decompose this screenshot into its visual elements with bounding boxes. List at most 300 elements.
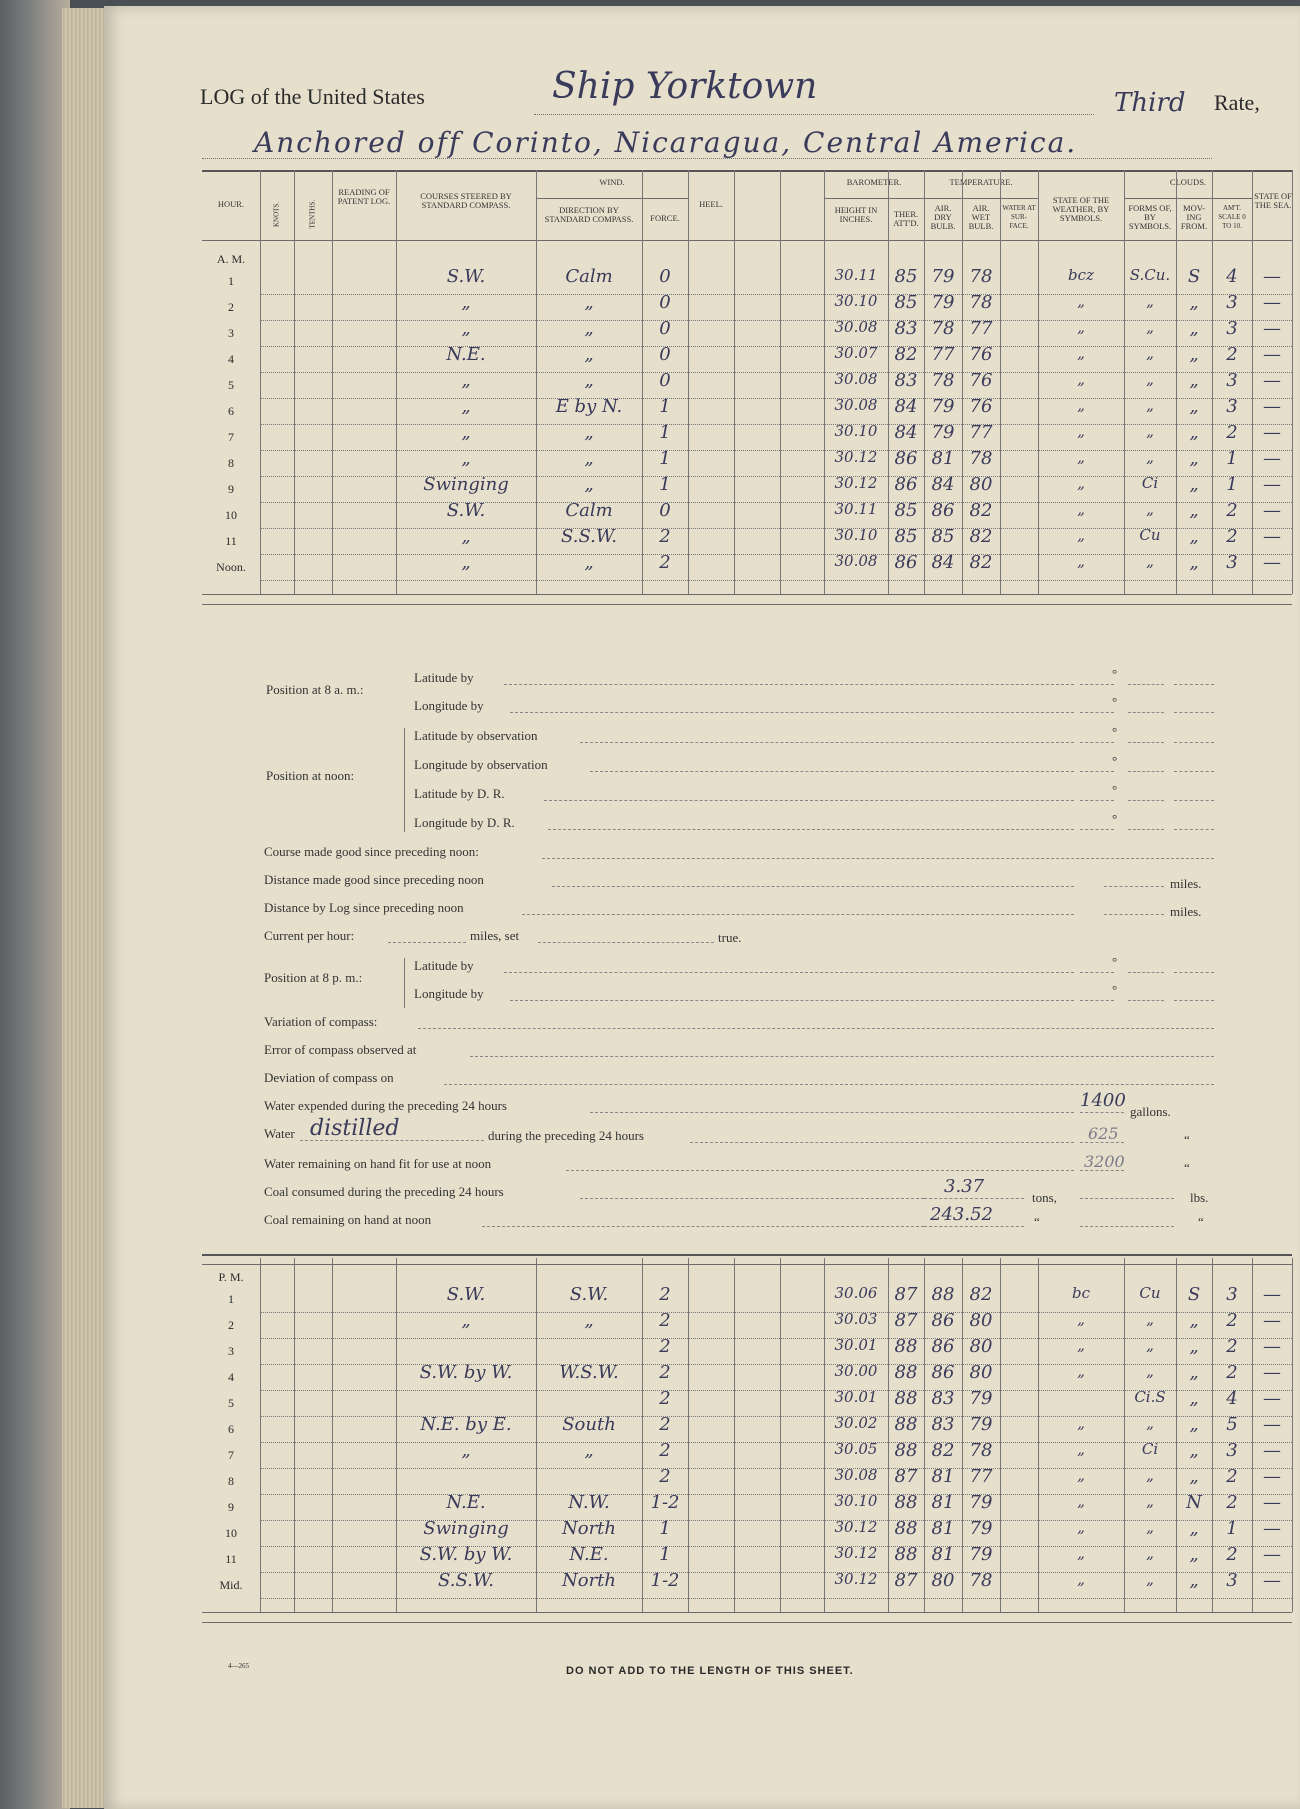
row-course: N.E. [446, 344, 486, 365]
row-sea: — [1263, 1284, 1281, 1305]
row-forms: „ [1146, 1518, 1154, 1536]
leader-line [300, 1140, 484, 1141]
row-moving: „ [1189, 1544, 1199, 1565]
row-amount: 2 [1226, 1336, 1238, 1357]
row-forms: „ [1146, 1492, 1154, 1510]
leader-line [1128, 829, 1164, 830]
row-baro: 30.08 [834, 552, 878, 570]
row-wind: S.W. [569, 1284, 609, 1305]
row-sea: — [1263, 292, 1281, 313]
coal-consumed-value: 3.37 [944, 1176, 985, 1197]
row-force: 2 [659, 526, 671, 547]
row-weather: bcz [1068, 266, 1094, 284]
row-hour: 10 [225, 1526, 237, 1540]
row-hour: 11 [225, 1552, 237, 1566]
row-moving: „ [1189, 370, 1199, 391]
table-bottom-rule [202, 1612, 1292, 1613]
row-weather: „ [1077, 370, 1085, 388]
ditto-1: “ [1184, 1132, 1190, 1147]
row-baro: 30.00 [834, 1362, 878, 1380]
row-hour: 4 [228, 1370, 234, 1384]
position-noon-label: Position at noon: [266, 768, 355, 783]
row-hour: 2 [228, 1318, 234, 1332]
column-rule [734, 170, 735, 594]
row-wet: 79 [969, 1492, 993, 1513]
water-distilled: distilled [310, 1116, 400, 1141]
row-weather: „ [1077, 526, 1085, 544]
row-moving: „ [1189, 500, 1199, 521]
hour-header: HOUR. [217, 199, 245, 209]
weather-header: STATE OF THE WEATHER, BY SYMBOLS. [1052, 195, 1110, 223]
row-moving: „ [1189, 1440, 1199, 1461]
row-moving: „ [1189, 1362, 1199, 1383]
row-dry: 86 [931, 500, 955, 521]
row-ther: 87 [894, 1284, 918, 1305]
location-rule [202, 158, 1212, 159]
log-page [104, 6, 1300, 1809]
row-wind: „ [584, 370, 594, 391]
row-course: „ [461, 448, 471, 469]
header-top-rule [202, 170, 1292, 172]
row-course: „ [461, 292, 471, 313]
row-sea: — [1263, 552, 1281, 573]
row-force: 0 [659, 370, 671, 391]
leader-line [924, 1198, 1024, 1199]
row-wet: 77 [969, 422, 993, 443]
cloud-moving-header: MOV-ING FROM. [1180, 203, 1208, 231]
leader-line [1128, 712, 1164, 713]
row-amount: 2 [1226, 1310, 1238, 1331]
title-line [534, 114, 1094, 115]
row-forms: „ [1146, 422, 1154, 440]
leader-line [510, 712, 1074, 713]
wind-header: WIND. [599, 177, 625, 187]
leader-line [548, 829, 1074, 830]
row-moving: „ [1189, 396, 1199, 417]
row-weather: „ [1077, 1362, 1085, 1380]
degree-mark: ° [1112, 666, 1118, 681]
row-force: 1 [659, 396, 671, 417]
row-ther: 88 [894, 1362, 918, 1383]
row-sea: — [1263, 1440, 1281, 1461]
row-ther: 86 [894, 552, 918, 573]
row-sea: — [1263, 1414, 1281, 1435]
row-weather: „ [1077, 422, 1085, 440]
row-hour: 1 [228, 274, 234, 288]
row-weather: „ [1077, 1518, 1085, 1536]
lat-by-8am: Latitude by [414, 670, 474, 685]
row-hour: 7 [228, 1448, 234, 1462]
row-wet: 76 [969, 396, 993, 417]
row-moving: „ [1189, 292, 1199, 313]
leader-line [1080, 1112, 1124, 1113]
row-moving: „ [1189, 1570, 1199, 1591]
row-wind: North [561, 1518, 617, 1539]
row-dry: 86 [931, 1310, 955, 1331]
leader-line [388, 942, 466, 943]
row-force: 2 [659, 1466, 671, 1487]
footer-notice: DO NOT ADD TO THE LENGTH OF THIS SHEET. [566, 1665, 854, 1677]
row-wind: „ [584, 448, 594, 469]
leader-line [1104, 886, 1164, 887]
column-rule [294, 170, 295, 594]
deviation-of-compass: Deviation of compass on [264, 1070, 394, 1085]
leader-line [1128, 771, 1164, 772]
leader-line [522, 914, 1074, 915]
row-moving: S [1187, 266, 1201, 287]
row-forms: „ [1146, 1310, 1154, 1328]
degree-mark: ° [1112, 724, 1118, 739]
row-weather: „ [1077, 344, 1085, 362]
row-force: 1 [659, 422, 671, 443]
row-amount: 3 [1226, 396, 1238, 417]
row-dry: 82 [931, 1440, 955, 1461]
row-force: 2 [659, 552, 671, 573]
row-course: N.E. [446, 1492, 486, 1513]
patent-log-header: READING OF PATENT LOG. [337, 187, 391, 206]
ship-name: Ship Yorktown [552, 66, 818, 107]
distance-made-good: Distance made good since preceding noon [264, 872, 484, 887]
leader-line [418, 1028, 1214, 1029]
current-per-hour: Current per hour: [264, 928, 355, 943]
row-moving: „ [1189, 1414, 1199, 1435]
position-8am-label: Position at 8 a. m.: [266, 682, 364, 697]
row-force: 2 [659, 1336, 671, 1357]
leader-line [504, 972, 1074, 973]
row-moving: „ [1189, 552, 1199, 573]
row-wet: 80 [969, 1310, 993, 1331]
row-dry: 78 [931, 318, 955, 339]
leader-line [1174, 684, 1214, 685]
row-baro: 30.12 [834, 448, 878, 466]
row-course: S.W. by W. [419, 1544, 513, 1565]
column-rule [780, 170, 781, 594]
row-dry: 79 [931, 422, 955, 443]
form-number: 4—265 [228, 1662, 249, 1670]
row-baro: 30.10 [834, 422, 878, 440]
leader-line [544, 800, 1074, 801]
row-ther: 88 [894, 1388, 918, 1409]
row-forms: S.Cu. [1129, 266, 1171, 284]
column-rule [688, 170, 689, 594]
miles-2: miles. [1170, 904, 1202, 919]
row-baro: 30.01 [834, 1336, 878, 1354]
column-rule [1292, 170, 1293, 594]
row-force: 0 [659, 500, 671, 521]
water-remaining: Water remaining on hand fit for use at noon [264, 1156, 492, 1171]
row-amount: 3 [1226, 1284, 1238, 1305]
header-bottom-rule [202, 240, 1292, 241]
leader-line [1080, 800, 1114, 801]
coal-remaining: Coal remaining on hand at noon [264, 1212, 432, 1227]
water-remaining-value: 3200 [1084, 1152, 1125, 1171]
row-wind: N.W. [568, 1492, 610, 1513]
leader-line [510, 1000, 1074, 1001]
row-hour: Mid. [219, 1578, 243, 1592]
courses-header: COURSES STEERED BY STANDARD COMPASS. [420, 191, 512, 210]
row-dry: 81 [931, 1518, 955, 1539]
row-hour: 1 [228, 1292, 234, 1306]
leader-line [1080, 1000, 1114, 1001]
row-force: 2 [659, 1388, 671, 1409]
row-baro: 30.12 [834, 1518, 878, 1536]
row-dry: 79 [931, 292, 955, 313]
leader-line [1080, 684, 1114, 685]
leader-line [1128, 684, 1164, 685]
leader-line [1080, 712, 1114, 713]
leader-line [1080, 1226, 1174, 1227]
row-ther: 88 [894, 1440, 918, 1461]
leader-line [1174, 771, 1214, 772]
leader-line [1080, 742, 1114, 743]
row-forms: „ [1146, 1414, 1154, 1432]
row-course: „ [461, 318, 471, 339]
clouds-subrule [1124, 198, 1252, 199]
row-forms: „ [1146, 1570, 1154, 1588]
degree-mark: ° [1112, 954, 1118, 969]
row-ther: 87 [894, 1466, 918, 1487]
row-wind: South [562, 1414, 616, 1435]
leader-line [1080, 1142, 1124, 1143]
leader-line [1174, 972, 1214, 973]
row-amount: 3 [1226, 552, 1238, 573]
column-rule [260, 170, 261, 594]
row-hour: 2 [228, 300, 234, 314]
row-moving: „ [1189, 448, 1199, 469]
row-baro: 30.05 [834, 1440, 878, 1458]
row-ther: 88 [894, 1544, 918, 1565]
row-weather: „ [1077, 552, 1085, 570]
knots-header: KNOTS. [272, 201, 281, 228]
row-dry: 79 [931, 266, 955, 287]
water-prefix: Water [264, 1126, 295, 1141]
row-wind: N.E. [569, 1544, 609, 1565]
row-ther: 88 [894, 1518, 918, 1539]
row-sea: — [1263, 1388, 1281, 1409]
book-binding [0, 0, 70, 1809]
row-sea: — [1263, 1570, 1281, 1591]
heel-header: HEEL. [699, 199, 723, 209]
row-wet: 78 [969, 1570, 993, 1591]
row-ther: 85 [894, 500, 918, 521]
row-moving: N [1186, 1492, 1202, 1513]
pm-brace [404, 958, 405, 1008]
cloud-forms-header: FORMS OF, BY SYMBOLS. [1128, 203, 1172, 231]
row-baro: 30.10 [834, 1492, 878, 1510]
row-wet: 80 [969, 1336, 993, 1357]
row-baro: 30.11 [834, 266, 878, 284]
page-edges [62, 8, 108, 1808]
table-bottom-rule [202, 594, 1292, 595]
degree-mark: ° [1112, 694, 1118, 709]
leader-line [1080, 972, 1114, 973]
row-amount: 4 [1226, 266, 1238, 287]
row-hour: 8 [228, 456, 234, 470]
row-wet: 82 [969, 500, 993, 521]
row-rule [260, 1598, 1292, 1599]
row-baro: 30.06 [834, 1284, 878, 1302]
row-ther: 84 [894, 396, 918, 417]
row-ther: 85 [894, 292, 918, 313]
row-wind: „ [584, 292, 594, 313]
row-weather: „ [1077, 292, 1085, 310]
row-hour: 11 [225, 534, 237, 548]
row-sea: — [1263, 344, 1281, 365]
row-dry: 81 [931, 448, 955, 469]
leader-line [1174, 1000, 1214, 1001]
row-course: Swinging [423, 474, 509, 495]
row-force: 0 [659, 318, 671, 339]
row-force: 1-2 [650, 1492, 680, 1513]
row-moving: „ [1189, 526, 1199, 547]
row-ther: 83 [894, 370, 918, 391]
row-forms: „ [1146, 500, 1154, 518]
course-made-good: Course made good since preceding noon: [264, 844, 479, 859]
row-ther: 86 [894, 448, 918, 469]
row-weather: „ [1077, 500, 1085, 518]
row-wet: 78 [969, 266, 993, 287]
wind-force-header: FORCE. [650, 213, 680, 223]
row-course: S.W. [446, 266, 486, 287]
row-forms: „ [1146, 1362, 1154, 1380]
row-sea: — [1263, 474, 1281, 495]
row-course: „ [461, 526, 471, 547]
water-surface-header: WATER AT SUR-FACE. [1002, 204, 1036, 230]
row-sea: — [1263, 1492, 1281, 1513]
row-baro: 30.03 [834, 1310, 878, 1328]
degree-mark: ° [1112, 982, 1118, 997]
row-weather: „ [1077, 1440, 1085, 1458]
row-dry: 81 [931, 1492, 955, 1513]
leader-line [580, 1198, 924, 1199]
row-force: 1 [659, 448, 671, 469]
long-obs: Longitude by observation [414, 757, 548, 772]
row-wind: Calm [565, 500, 613, 521]
row-baro: 30.10 [834, 526, 878, 544]
row-amount: 5 [1226, 1414, 1238, 1435]
lbs: lbs. [1190, 1190, 1209, 1205]
row-forms: Ci [1141, 1440, 1159, 1458]
row-sea: — [1263, 318, 1281, 339]
leader-line [1128, 800, 1164, 801]
row-forms: „ [1146, 1544, 1154, 1562]
row-dry: 85 [931, 526, 955, 547]
row-wet: 78 [969, 292, 993, 313]
row-amount: 2 [1226, 500, 1238, 521]
air-dry-header: AIR. DRY BULB. [930, 203, 956, 231]
period-label: A. M. [216, 252, 246, 266]
table-bottom-rule-2 [202, 1622, 1292, 1623]
long-dr: Longitude by D. R. [414, 815, 515, 830]
leader-line [590, 771, 1074, 772]
row-wet: 80 [969, 1362, 993, 1383]
cloud-amount-header: AM'T. SCALE 0 TO 10. [1218, 204, 1246, 230]
miles-1: miles. [1170, 876, 1202, 891]
row-force: 0 [659, 292, 671, 313]
row-amount: 2 [1226, 526, 1238, 547]
row-hour: 6 [228, 404, 234, 418]
row-dry: 86 [931, 1362, 955, 1383]
row-weather: „ [1077, 448, 1085, 466]
leader-line [1080, 1198, 1174, 1199]
row-course: S.S.W. [438, 1570, 494, 1591]
row-moving: „ [1189, 1466, 1199, 1487]
row-force: 1-2 [650, 1570, 680, 1591]
row-amount: 1 [1226, 1518, 1238, 1539]
period-label: P. M. [218, 1270, 244, 1284]
row-ther: 82 [894, 344, 918, 365]
row-wet: 77 [969, 318, 993, 339]
water-expended-value: 1400 [1080, 1090, 1126, 1111]
row-ther: 87 [894, 1570, 918, 1591]
temperature-header: TEMPERATURE. [949, 177, 1013, 187]
row-course: „ [461, 370, 471, 391]
variation-of-compass: Variation of compass: [264, 1014, 378, 1029]
row-ther: 87 [894, 1310, 918, 1331]
row-forms: Ci [1141, 474, 1159, 492]
water-distilled-suffix: during the preceding 24 hours [488, 1128, 644, 1143]
row-sea: — [1263, 1544, 1281, 1565]
row-dry: 83 [931, 1388, 955, 1409]
row-course: „ [461, 396, 471, 417]
row-wind: „ [584, 344, 594, 365]
row-course: S.W. by W. [419, 1362, 513, 1383]
row-wind: „ [584, 474, 594, 495]
row-forms: „ [1146, 448, 1154, 466]
degree-mark: ° [1112, 753, 1118, 768]
row-amount: 1 [1226, 474, 1238, 495]
row-amount: 1 [1226, 448, 1238, 469]
row-moving: S [1187, 1284, 1201, 1305]
row-wet: 78 [969, 448, 993, 469]
row-hour: 5 [228, 1396, 234, 1410]
row-weather: „ [1077, 1570, 1085, 1588]
row-moving: „ [1189, 1518, 1199, 1539]
row-sea: — [1263, 1336, 1281, 1357]
row-baro: 30.11 [834, 500, 878, 518]
lat-obs: Latitude by observation [414, 728, 538, 743]
leader-line [1080, 771, 1114, 772]
leader-line [444, 1084, 1214, 1085]
row-force: 0 [659, 266, 671, 287]
current-miles: miles, set [470, 928, 520, 943]
row-baro: 30.08 [834, 1466, 878, 1484]
error-of-compass: Error of compass observed at [264, 1042, 417, 1057]
row-hour: 3 [228, 1344, 234, 1358]
row-forms: Ci.S [1134, 1388, 1166, 1406]
leader-line [1128, 972, 1164, 973]
row-dry: 81 [931, 1466, 955, 1487]
row-dry: 78 [931, 370, 955, 391]
ditto-3: “ [1034, 1214, 1040, 1229]
row-forms: „ [1146, 552, 1154, 570]
row-wet: 82 [969, 552, 993, 573]
row-wind: E by N. [555, 396, 623, 417]
row-moving: „ [1189, 344, 1199, 365]
row-wind: „ [584, 1310, 594, 1331]
row-weather: „ [1077, 1336, 1085, 1354]
clouds-header: CLOUDS. [1169, 177, 1207, 187]
row-baro: 30.07 [834, 344, 878, 362]
coal-consumed: Coal consumed during the preceding 24 hours [264, 1184, 504, 1199]
row-wind: „ [584, 318, 594, 339]
leader-line [1104, 914, 1164, 915]
baro-temp-subrule [824, 198, 1038, 199]
row-baro: 30.01 [834, 1388, 878, 1406]
row-amount: 3 [1226, 370, 1238, 391]
column-rule [1000, 170, 1001, 594]
row-force: 1 [659, 1518, 671, 1539]
